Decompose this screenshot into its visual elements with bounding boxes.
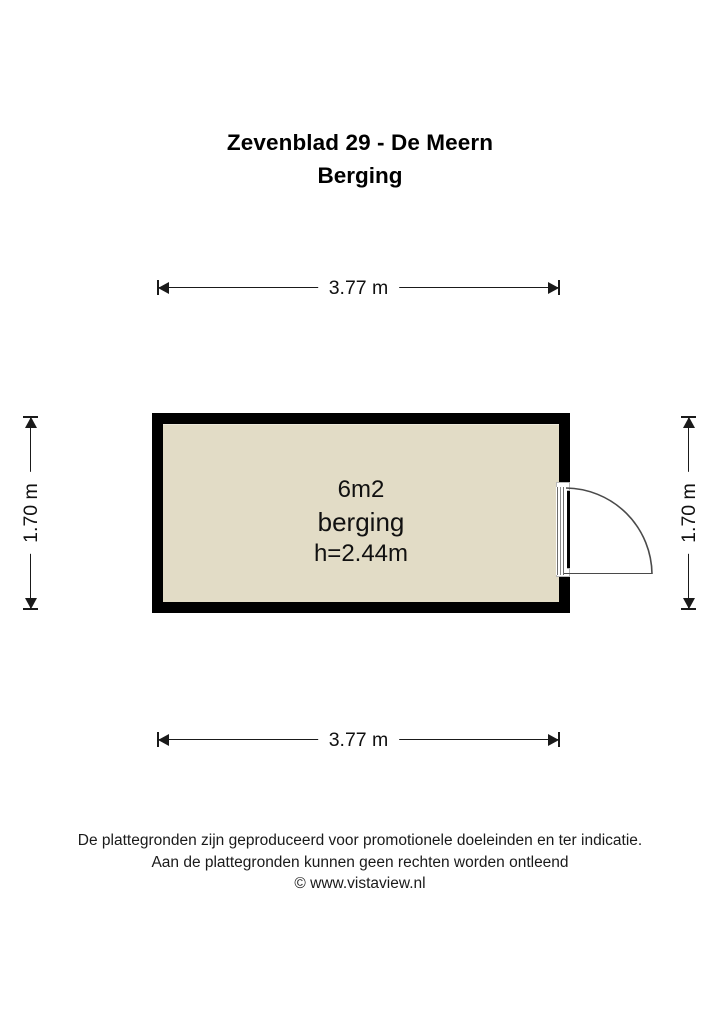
footer-disclaimer — [0, 830, 720, 895]
page-title: Zevenblad 29 - De Meern — [226, 130, 494, 155]
arrow-right-icon — [548, 734, 559, 746]
title-block — [0, 128, 720, 191]
arrow-left-icon — [158, 734, 169, 746]
arrow-up-icon — [25, 417, 37, 428]
dimension-top-label: 3.77 m — [318, 275, 400, 301]
arrow-up-icon — [683, 417, 695, 428]
footer-line-1: De plattegronden zijn geproduceerd voor promotionele doeleinden en ter indicatie. — [77, 832, 643, 849]
arrow-right-icon — [548, 282, 559, 294]
dimension-top — [157, 275, 560, 301]
dimension-left-label: 1.70 m — [18, 472, 44, 554]
door-swing — [556, 480, 652, 580]
arrow-down-icon — [25, 598, 37, 609]
page-subtitle: Berging — [317, 163, 403, 188]
arrow-left-icon — [158, 282, 169, 294]
footer-copyright: © www.vistaview.nl — [294, 875, 426, 892]
room-area-label: 6m2 — [337, 476, 385, 503]
door-swing-arc-icon — [564, 487, 652, 575]
room-label-group — [163, 478, 559, 566]
footer-line-2: Aan de plattegronden kunnen geen rechten worden ontleend — [151, 853, 569, 871]
room-name-label: berging — [317, 507, 405, 537]
dimension-bottom — [157, 727, 560, 753]
room-berging — [163, 424, 559, 602]
dimension-left — [18, 416, 44, 610]
dimension-bottom-label: 3.77 m — [318, 727, 400, 753]
dimension-right-label: 1.70 m — [676, 472, 702, 554]
floor-plan-drawing — [152, 413, 570, 613]
dimension-right — [676, 416, 702, 610]
room-height-label: h=2.44m — [313, 540, 409, 567]
arrow-down-icon — [683, 598, 695, 609]
door-open-position — [564, 573, 652, 574]
